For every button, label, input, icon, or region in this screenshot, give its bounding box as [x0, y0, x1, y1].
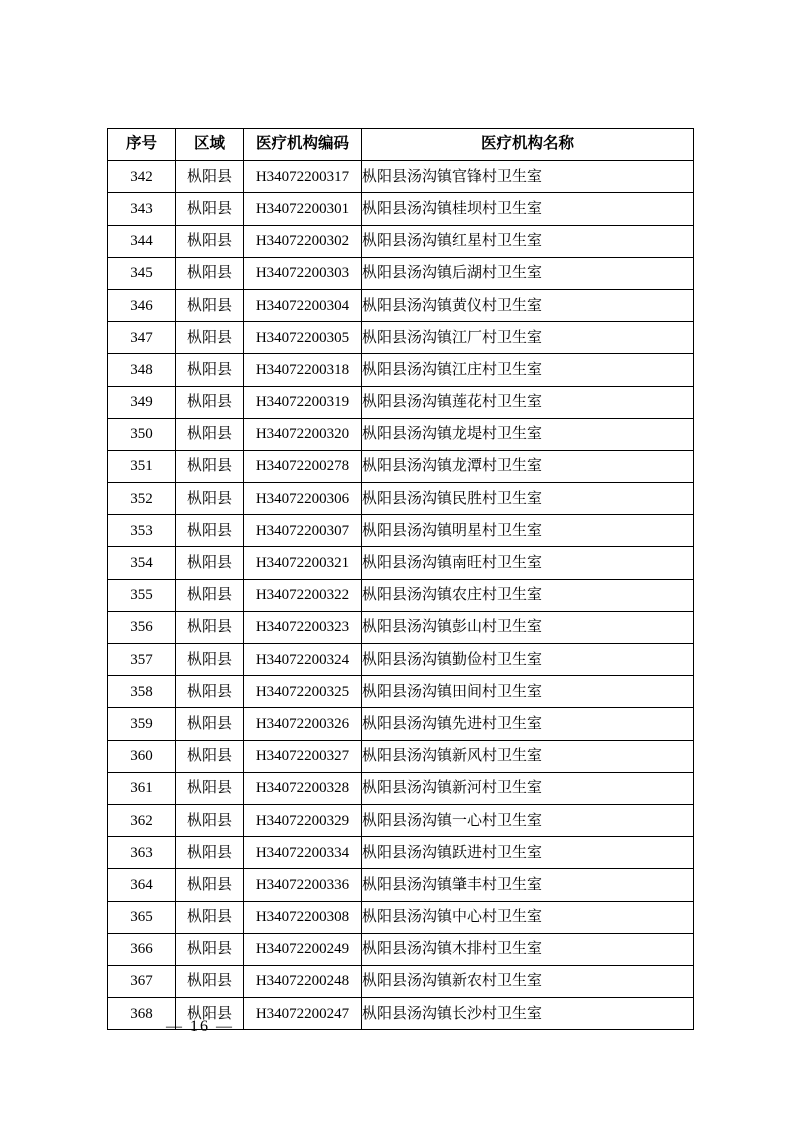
cell-name: 枞阳县汤沟镇红星村卫生室 — [362, 225, 694, 257]
cell-name: 枞阳县汤沟镇肇丰村卫生室 — [362, 869, 694, 901]
cell-code: H34072200328 — [244, 772, 362, 804]
cell-code: H34072200336 — [244, 869, 362, 901]
cell-region: 枞阳县 — [176, 708, 244, 740]
cell-region: 枞阳县 — [176, 515, 244, 547]
cell-name: 枞阳县汤沟镇彭山村卫生室 — [362, 611, 694, 643]
cell-code: H34072200334 — [244, 837, 362, 869]
cell-code: H34072200326 — [244, 708, 362, 740]
table-row — [108, 933, 694, 965]
cell-name: 枞阳县汤沟镇新河村卫生室 — [362, 772, 694, 804]
table-row — [108, 322, 694, 354]
cell-region: 枞阳县 — [176, 998, 244, 1030]
table-row — [108, 837, 694, 869]
table-row — [108, 901, 694, 933]
table-row — [108, 708, 694, 740]
page-footer — [0, 1018, 793, 1036]
cell-sequence: 358 — [108, 676, 176, 708]
cell-code: H34072200327 — [244, 740, 362, 772]
cell-code: H34072200305 — [244, 322, 362, 354]
cell-code: H34072200317 — [244, 161, 362, 193]
cell-code: H34072200325 — [244, 676, 362, 708]
table-body — [108, 161, 694, 1030]
table-row — [108, 386, 694, 418]
cell-name: 枞阳县汤沟镇黄仪村卫生室 — [362, 289, 694, 321]
table-row — [108, 450, 694, 482]
table-row — [108, 965, 694, 997]
cell-sequence: 344 — [108, 225, 176, 257]
table-row — [108, 354, 694, 386]
table-row — [108, 257, 694, 289]
cell-name: 枞阳县汤沟镇后湖村卫生室 — [362, 257, 694, 289]
cell-name: 枞阳县汤沟镇勤俭村卫生室 — [362, 644, 694, 676]
cell-code: H34072200306 — [244, 483, 362, 515]
cell-sequence: 347 — [108, 322, 176, 354]
cell-name: 枞阳县汤沟镇明星村卫生室 — [362, 515, 694, 547]
cell-name: 枞阳县汤沟镇一心村卫生室 — [362, 804, 694, 836]
cell-name: 枞阳县汤沟镇官锋村卫生室 — [362, 161, 694, 193]
cell-region: 枞阳县 — [176, 483, 244, 515]
cell-region: 枞阳县 — [176, 225, 244, 257]
cell-region: 枞阳县 — [176, 804, 244, 836]
cell-sequence: 357 — [108, 644, 176, 676]
cell-region: 枞阳县 — [176, 161, 244, 193]
cell-region: 枞阳县 — [176, 418, 244, 450]
cell-sequence: 342 — [108, 161, 176, 193]
cell-code: H34072200308 — [244, 901, 362, 933]
cell-region: 枞阳县 — [176, 579, 244, 611]
cell-region: 枞阳县 — [176, 772, 244, 804]
table-row — [108, 515, 694, 547]
cell-code: H34072200248 — [244, 965, 362, 997]
cell-region: 枞阳县 — [176, 676, 244, 708]
table-row — [108, 740, 694, 772]
cell-sequence: 351 — [108, 450, 176, 482]
cell-region: 枞阳县 — [176, 740, 244, 772]
cell-region: 枞阳县 — [176, 193, 244, 225]
cell-name: 枞阳县汤沟镇农庄村卫生室 — [362, 579, 694, 611]
cell-sequence: 365 — [108, 901, 176, 933]
table-row — [108, 869, 694, 901]
cell-region: 枞阳县 — [176, 933, 244, 965]
cell-sequence: 346 — [108, 289, 176, 321]
cell-sequence: 367 — [108, 965, 176, 997]
cell-sequence: 362 — [108, 804, 176, 836]
cell-name: 枞阳县汤沟镇中心村卫生室 — [362, 901, 694, 933]
cell-sequence: 355 — [108, 579, 176, 611]
cell-name: 枞阳县汤沟镇民胜村卫生室 — [362, 483, 694, 515]
column-header-code: 医疗机构编码 — [244, 129, 362, 161]
cell-code: H34072200307 — [244, 515, 362, 547]
cell-sequence: 361 — [108, 772, 176, 804]
column-header-region: 区域 — [176, 129, 244, 161]
table-row — [108, 676, 694, 708]
cell-code: H34072200329 — [244, 804, 362, 836]
cell-region: 枞阳县 — [176, 322, 244, 354]
cell-name: 枞阳县汤沟镇新风村卫生室 — [362, 740, 694, 772]
cell-region: 枞阳县 — [176, 354, 244, 386]
cell-sequence: 366 — [108, 933, 176, 965]
cell-sequence: 350 — [108, 418, 176, 450]
cell-name: 枞阳县汤沟镇龙潭村卫生室 — [362, 450, 694, 482]
cell-sequence: 354 — [108, 547, 176, 579]
medical-institutions-table — [107, 128, 694, 1030]
cell-name: 枞阳县汤沟镇跃进村卫生室 — [362, 837, 694, 869]
cell-sequence: 359 — [108, 708, 176, 740]
cell-sequence: 360 — [108, 740, 176, 772]
cell-sequence: 356 — [108, 611, 176, 643]
cell-code: H34072200323 — [244, 611, 362, 643]
cell-sequence: 368 — [108, 998, 176, 1030]
cell-region: 枞阳县 — [176, 869, 244, 901]
cell-region: 枞阳县 — [176, 289, 244, 321]
table-row — [108, 289, 694, 321]
table-row — [108, 644, 694, 676]
table-row — [108, 611, 694, 643]
cell-sequence: 364 — [108, 869, 176, 901]
cell-name: 枞阳县汤沟镇龙堤村卫生室 — [362, 418, 694, 450]
cell-code: H34072200303 — [244, 257, 362, 289]
cell-code: H34072200301 — [244, 193, 362, 225]
cell-name: 枞阳县汤沟镇新农村卫生室 — [362, 965, 694, 997]
cell-code: H34072200302 — [244, 225, 362, 257]
cell-name: 枞阳县汤沟镇桂坝村卫生室 — [362, 193, 694, 225]
table-row — [108, 418, 694, 450]
column-header-sequence: 序号 — [108, 129, 176, 161]
cell-region: 枞阳县 — [176, 450, 244, 482]
cell-code: H34072200318 — [244, 354, 362, 386]
cell-code: H34072200249 — [244, 933, 362, 965]
cell-region: 枞阳县 — [176, 257, 244, 289]
table-row — [108, 772, 694, 804]
cell-sequence: 349 — [108, 386, 176, 418]
cell-sequence: 343 — [108, 193, 176, 225]
cell-region: 枞阳县 — [176, 965, 244, 997]
table-row — [108, 579, 694, 611]
cell-name: 枞阳县汤沟镇江庄村卫生室 — [362, 354, 694, 386]
cell-name: 枞阳县汤沟镇先进村卫生室 — [362, 708, 694, 740]
table-row — [108, 161, 694, 193]
table-header — [108, 129, 694, 161]
cell-region: 枞阳县 — [176, 901, 244, 933]
cell-region: 枞阳县 — [176, 386, 244, 418]
cell-region: 枞阳县 — [176, 837, 244, 869]
cell-code: H34072200278 — [244, 450, 362, 482]
cell-sequence: 352 — [108, 483, 176, 515]
cell-name: 枞阳县汤沟镇莲花村卫生室 — [362, 386, 694, 418]
cell-region: 枞阳县 — [176, 644, 244, 676]
cell-name: 枞阳县汤沟镇江厂村卫生室 — [362, 322, 694, 354]
cell-code: H34072200322 — [244, 579, 362, 611]
cell-name: 枞阳县汤沟镇田间村卫生室 — [362, 676, 694, 708]
cell-sequence: 363 — [108, 837, 176, 869]
cell-sequence: 353 — [108, 515, 176, 547]
table-header-row — [108, 129, 694, 161]
cell-name: 枞阳县汤沟镇南旺村卫生室 — [362, 547, 694, 579]
table-row — [108, 483, 694, 515]
cell-region: 枞阳县 — [176, 547, 244, 579]
cell-name: 枞阳县汤沟镇木排村卫生室 — [362, 933, 694, 965]
cell-code: H34072200321 — [244, 547, 362, 579]
cell-code: H34072200320 — [244, 418, 362, 450]
cell-sequence: 345 — [108, 257, 176, 289]
column-header-name: 医疗机构名称 — [362, 129, 694, 161]
table-row — [108, 193, 694, 225]
cell-sequence: 348 — [108, 354, 176, 386]
page-number: — 16 — — [166, 1018, 234, 1035]
cell-region: 枞阳县 — [176, 611, 244, 643]
table-row — [108, 804, 694, 836]
cell-code: H34072200247 — [244, 998, 362, 1030]
cell-code: H34072200319 — [244, 386, 362, 418]
table-row — [108, 225, 694, 257]
cell-name: 枞阳县汤沟镇长沙村卫生室 — [362, 998, 694, 1030]
table-row — [108, 547, 694, 579]
cell-code: H34072200324 — [244, 644, 362, 676]
cell-code: H34072200304 — [244, 289, 362, 321]
